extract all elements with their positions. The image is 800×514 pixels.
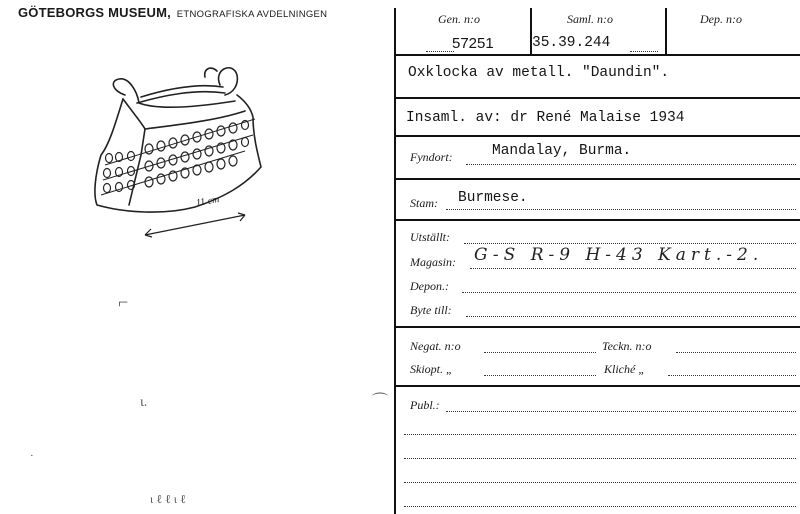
faint-mark: ⌒ bbox=[372, 393, 389, 410]
rule bbox=[396, 135, 800, 137]
dotted-line bbox=[404, 482, 796, 483]
dotted-line bbox=[484, 352, 596, 353]
rule bbox=[396, 219, 800, 221]
card-left-rule bbox=[394, 8, 396, 514]
faint-mark: ι ℓ ℓ ι ℓ bbox=[150, 492, 186, 506]
dotted-line bbox=[484, 375, 596, 376]
gen-no-label: Gen. n:o bbox=[438, 12, 480, 26]
teckn-label: Teckn. n:o bbox=[602, 339, 652, 353]
dimension-label: 11 cm bbox=[195, 194, 221, 209]
rule bbox=[396, 178, 800, 180]
publ-label: Publ.: bbox=[410, 398, 440, 412]
dotted-line bbox=[466, 316, 796, 317]
dotted-line bbox=[404, 458, 796, 459]
dotted-line bbox=[446, 411, 796, 412]
dotted-line bbox=[630, 51, 658, 52]
fyndort-value: Mandalay, Burma. bbox=[492, 143, 632, 159]
faint-mark: ⌐ bbox=[118, 292, 129, 312]
collected-by: Insaml. av: dr René Malaise 1934 bbox=[406, 110, 685, 126]
dotted-line bbox=[668, 375, 796, 376]
dotted-line bbox=[466, 164, 796, 165]
rule bbox=[396, 97, 800, 99]
magasin-value: G-S R-9 H-43 Kart.-2. bbox=[474, 245, 764, 265]
museum-name: GÖTEBORGS MUSEUM, bbox=[18, 5, 171, 20]
negat-label: Negat. n:o bbox=[410, 339, 461, 353]
dotted-line bbox=[426, 51, 454, 52]
object-name: Oxklocka av metall. "Daundin". bbox=[408, 65, 670, 81]
bell-sketch bbox=[85, 55, 275, 245]
museum-header bbox=[18, 5, 327, 20]
skiopt-label: Skiopt. „ bbox=[410, 362, 453, 376]
byte-till-label: Byte till: bbox=[410, 303, 452, 317]
dotted-line bbox=[404, 506, 796, 507]
rule bbox=[396, 326, 800, 328]
gen-number: 57251 bbox=[452, 35, 494, 52]
utstallt-label: Utställt: bbox=[410, 230, 451, 244]
stam-label: Stam: bbox=[410, 196, 438, 210]
magasin-label: Magasin: bbox=[410, 255, 456, 269]
dotted-line bbox=[462, 292, 796, 293]
saml-number: 35.39.244 bbox=[532, 35, 611, 51]
dotted-line bbox=[676, 352, 796, 353]
fyndort-label: Fyndort: bbox=[410, 150, 453, 164]
stam-value: Burmese. bbox=[458, 190, 528, 206]
rule bbox=[396, 385, 800, 387]
saml-no-label: Saml. n:o bbox=[567, 12, 613, 26]
dep-no-label: Dep. n:o bbox=[700, 12, 742, 26]
faint-mark: ɩ. bbox=[140, 395, 148, 410]
rule bbox=[396, 54, 800, 56]
kliche-label: Kliché „ bbox=[604, 362, 645, 376]
dotted-line bbox=[464, 243, 796, 244]
depon-label: Depon.: bbox=[410, 279, 449, 293]
dotted-line bbox=[404, 434, 796, 435]
column-divider bbox=[665, 8, 667, 54]
dotted-line bbox=[446, 209, 796, 210]
department-name: ETNOGRAFISKA AVDELNINGEN bbox=[176, 9, 328, 20]
faint-mark: · bbox=[30, 450, 34, 462]
dotted-line bbox=[470, 268, 796, 269]
